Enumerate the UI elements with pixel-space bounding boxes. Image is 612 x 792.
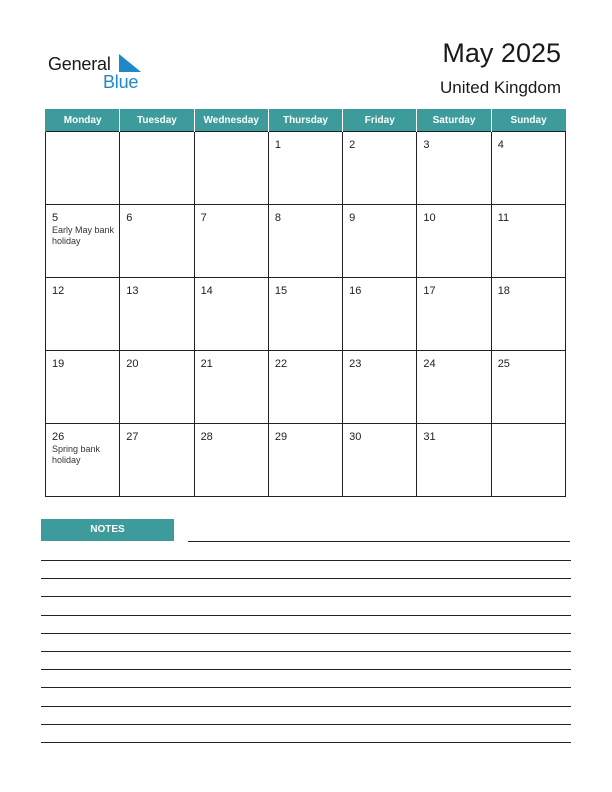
day-cell: [417, 278, 491, 351]
day-number: 26: [52, 431, 65, 443]
day-number: 16: [349, 285, 362, 297]
note-line: [188, 541, 570, 542]
note-line: [41, 560, 571, 561]
day-number: 30: [349, 431, 362, 443]
day-number: 6: [126, 212, 133, 224]
calendar-week-row: [46, 132, 566, 205]
day-number: 1: [274, 139, 281, 151]
day-cell: [268, 132, 342, 205]
note-line: [41, 615, 571, 616]
day-number: 24: [423, 358, 436, 370]
logo-text-blue: Blue: [103, 72, 139, 92]
weekday-header-row: [46, 109, 566, 132]
day-cell: [46, 424, 120, 497]
country-label: United Kingdom: [440, 78, 561, 97]
day-cell: [417, 132, 491, 205]
day-cell: [268, 205, 342, 278]
day-cell: [343, 132, 417, 205]
day-number: 11: [497, 212, 510, 224]
day-number: 15: [274, 285, 288, 297]
note-line: [41, 633, 571, 634]
weekday-header: Tuesday: [120, 109, 194, 132]
day-number: 27: [126, 431, 139, 443]
day-cell: [268, 278, 342, 351]
day-number: 25: [497, 358, 510, 370]
logo-text-general: General: [48, 54, 111, 74]
day-number: 4: [497, 139, 504, 151]
weekday-header: Thursday: [268, 109, 342, 132]
weekday-header: Friday: [343, 109, 417, 132]
day-cell: [343, 205, 417, 278]
day-cell: [46, 205, 120, 278]
holiday-label: Early May bank holiday: [52, 225, 115, 246]
note-line: [41, 669, 571, 670]
day-cell: [417, 424, 491, 497]
day-cell: [194, 205, 268, 278]
holiday-label: Spring bank holiday: [52, 444, 101, 465]
day-cell: [46, 351, 120, 424]
day-cell: [268, 424, 342, 497]
day-number: 10: [423, 212, 436, 224]
note-line: [41, 742, 571, 743]
day-cell: [491, 351, 565, 424]
day-cell: [120, 132, 194, 205]
notes-label: NOTES: [41, 519, 174, 541]
note-line: [41, 578, 571, 579]
calendar-week-row: [46, 278, 566, 351]
day-cell: [343, 351, 417, 424]
day-cell: [491, 278, 565, 351]
day-number: 31: [423, 431, 436, 443]
day-number: 5: [52, 212, 59, 224]
day-cell: [343, 424, 417, 497]
day-number: 28: [200, 431, 213, 443]
day-cell: [194, 351, 268, 424]
calendar-week-row: [46, 351, 566, 424]
day-number: 17: [423, 285, 436, 297]
weekday-header: Monday: [46, 109, 120, 132]
day-number: 23: [349, 358, 362, 370]
day-number: 9: [349, 212, 356, 224]
day-number: 12: [52, 285, 65, 297]
day-cell: [343, 278, 417, 351]
day-cell: [46, 132, 120, 205]
day-number: 19: [52, 358, 65, 370]
day-number: 14: [200, 285, 213, 297]
day-cell: [120, 205, 194, 278]
day-number: 8: [274, 212, 281, 224]
day-number: 18: [497, 285, 510, 297]
note-line: [41, 596, 571, 597]
day-cell: [120, 424, 194, 497]
weekday-header: Sunday: [491, 109, 565, 132]
day-number: 29: [274, 431, 288, 443]
day-cell: [194, 278, 268, 351]
day-cell: [417, 205, 491, 278]
day-number: 2: [349, 139, 356, 151]
logo: [48, 54, 158, 94]
day-cell: [194, 132, 268, 205]
day-cell: [120, 351, 194, 424]
note-line: [41, 706, 571, 707]
calendar-grid: [45, 109, 566, 497]
day-number: 21: [200, 358, 213, 370]
day-number: 22: [274, 358, 288, 370]
note-line: [41, 724, 571, 725]
calendar-week-row: [46, 205, 566, 278]
day-number: 3: [423, 139, 430, 151]
day-cell: [268, 351, 342, 424]
logo-triangle-icon: [119, 54, 141, 72]
day-cell: [491, 132, 565, 205]
day-cell: [46, 278, 120, 351]
day-cell: [417, 351, 491, 424]
calendar-week-row: [46, 424, 566, 497]
weekday-header: Saturday: [417, 109, 491, 132]
day-cell: [491, 205, 565, 278]
day-cell: [491, 424, 565, 497]
page-title: May 2025: [442, 38, 561, 68]
day-cell: [120, 278, 194, 351]
day-cell: [194, 424, 268, 497]
day-number: 13: [126, 285, 139, 297]
weekday-header: Wednesday: [194, 109, 268, 132]
day-number: 20: [126, 358, 139, 370]
note-line: [41, 687, 571, 688]
note-line: [41, 651, 571, 652]
day-number: 7: [200, 212, 207, 224]
